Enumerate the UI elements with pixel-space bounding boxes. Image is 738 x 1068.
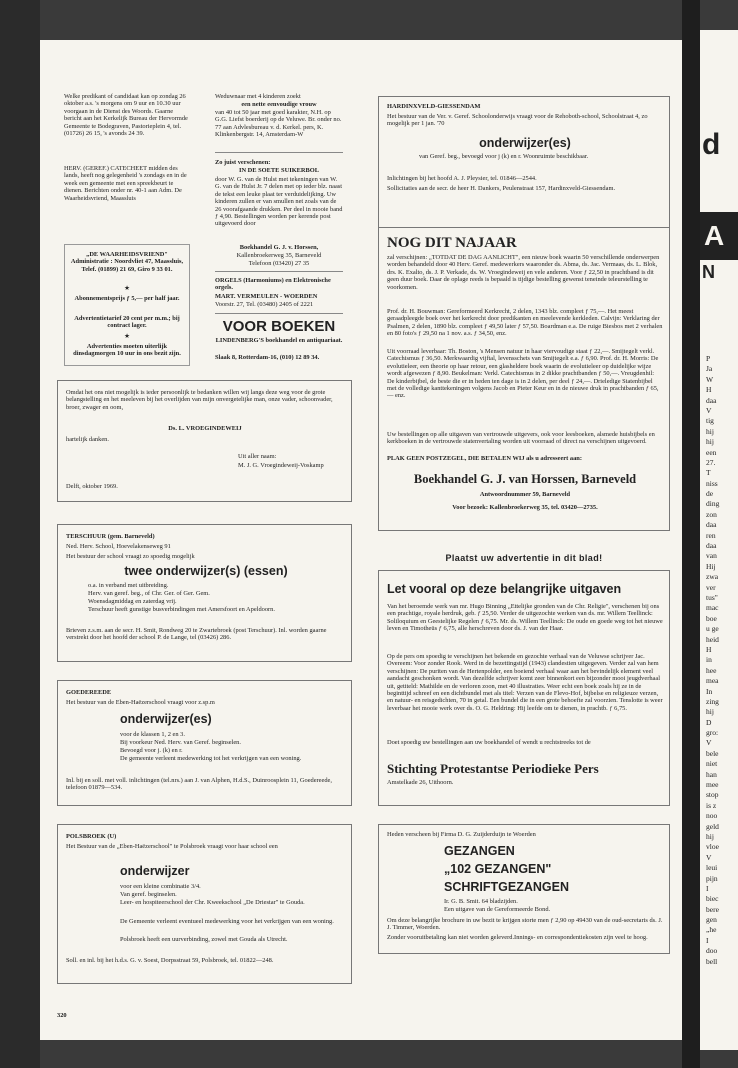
- thanks-closing: hartelijk danken.: [66, 436, 109, 443]
- next-page-fragment: is z: [706, 800, 717, 810]
- gezangen-title-3: SCHRIFTGEZANGEN: [444, 880, 569, 894]
- goedereede-detail-4: De gemeente verleent medewerking tot het verkrijgen van een woning.: [120, 755, 302, 762]
- star-divider-2: ★: [124, 333, 130, 340]
- widower-ad-intro: Weduwnaar met 4 kinderen zoekt: [215, 93, 301, 100]
- next-page-fragment: tus": [706, 592, 718, 602]
- najaar-p2: Prof. dr. H. Bouwman: Gereformeerd Kerkrecht, 2 delen, 1343 blz. compleet ƒ 75,—. Het meest geraadpleegde boek over het kerkrecht door predikanten en meelevende kerkleden. Calvijn: Verklaring der Psalmen, 2 delen, 1890 blz. compleet ƒ 49,50 later ƒ 57,50. Boardman e.a. De ruige Biesbos met 2 verhalen en 80 foto's ƒ 29,50 na 1 nov. a.s. ƒ 34,50, enz.: [387, 308, 663, 338]
- next-page-fragment: hee: [706, 665, 717, 675]
- polsbroek-title: onderwijzer: [120, 864, 190, 878]
- next-page-fragment: mee: [706, 780, 719, 790]
- terschuur-detail-2: Herv. van geref. beg., of Chr. Ger. of Ger. Gem.: [88, 590, 210, 597]
- next-page-heading-n: N: [702, 262, 715, 282]
- suikerbol-title: IN DE SOETE SUIKERBOL: [238, 167, 320, 174]
- next-page-fragment: bell: [706, 956, 718, 966]
- widower-ad-rest: van 40 tot 50 jaar met goed karakter, N.H. op G.G. Liefst boerderij op de Veluwe. Br. onder no. 77 aan Advlesbureau v. d. Kerkel. pers, K. Klinkenbergstr. 14, Amsterdam-W: [215, 109, 342, 139]
- editions-p2: Op de pers om spoedig te verschijnen het bekende en gezochte verhaal van de Veluwse schrijver Jac. Overeem: Voor zonder Rook. Werd in de bezettingstijd (1943) clandestien uitgegeven. Verder zal van hem verschijnen: De puriten van de Hertenpolder, een boeiend verhaal waar aan het bevindelijk element veel aandacht geschonken wordt. Van dezelfde schrijver komt zeer binnenkort een bijzonder mooi jeugdverhaal uit, getiteld: Mathilde en de verloren zoon, met 40 illustraties. Weer echt een boek zoals hij ze in de beginttijd schreef en een dichtbundel met als titel: Verzen van de Flevo-Hof, bijbelse en religieuze verzen, en natuur- en reisgedichten, 70 in getal. Een bundel die in een grote behoefte zal voorzien. Tenslotte is weer leverbaar het mooie werk over ds. O. G. Heldring: Hij leefde om te dienen, in prachtb. ƒ 6,75.: [387, 653, 663, 712]
- terschuur-contact: Brieven z.s.m. aan de secr. H. Smit, Rondweg 20 te Zwartebroek (post Terschuur). Inl. worden gaarne verstrekt door het hoofd der school P. de Lange, tel (03426) 286.: [66, 627, 327, 642]
- thanks-notice: [57, 380, 352, 502]
- goedereede-vacancy: [57, 680, 352, 806]
- suikerbol-shop: Boekhandel G. J. v. Horssen,: [239, 244, 319, 251]
- polsbroek-detail-4: De Gemeente verleent eventueel medewerking voor het verkrijgen van een woning.: [120, 918, 334, 925]
- hardinxveld-title: onderwijzer(es): [479, 136, 571, 150]
- polsbroek-vacancy: [57, 824, 352, 984]
- goedereede-detail-3: Bevoegd voor j. (k) en r.: [120, 747, 183, 754]
- suikerbol-address: Kallenbroekerweg 35, Barneveld: [236, 252, 322, 259]
- next-page-fragment: boe: [706, 613, 717, 623]
- next-page-fragment: H: [706, 385, 712, 395]
- next-page-fragment: de: [706, 489, 714, 499]
- next-page-block-letter: A: [704, 220, 725, 251]
- next-page-fragment: bele: [706, 748, 719, 758]
- terschuur-detail-4: Terschuur heeft gunstige busverbindingen met Amersfoort en Apeldoorn.: [88, 606, 275, 613]
- next-page-fragment: ding: [706, 499, 720, 509]
- polsbroek-detail-2: Van geref. beginselen.: [120, 891, 177, 898]
- next-page-fragment: mac: [706, 603, 719, 613]
- next-page-fragment: pijn: [706, 873, 718, 883]
- organ-title: ORGELS (Harmoniums) en Elektronische orgels.: [215, 277, 331, 292]
- ad-deadline: Advertenties moeten uiterlijk dinsdagmorgen 10 uur in ons bezit zijn.: [73, 343, 181, 358]
- newspaper-page: [40, 40, 682, 1040]
- next-page-fragment: zing: [706, 696, 719, 706]
- next-page-fragment: T: [706, 468, 711, 478]
- next-page-fragment: I: [706, 883, 709, 893]
- polsbroek-contact: Soll. en inl. bij het h.d.s. G. v. Soest, Dorpsstraat 59, Polsbroek, tel. 01822—248.: [66, 957, 274, 964]
- najaar-p5: PLAK GEEN POSTZEGEL, DIE BETALEN WIJ als u adresseert aan:: [387, 455, 582, 462]
- hardinxveld-info: Inlichtingen bij het hoofd A. J. Pleysier, tel. 01846—2544.: [387, 175, 537, 182]
- next-page-fragment: heid: [706, 634, 719, 644]
- terschuur-title: twee onderwijzer(s) (essen): [124, 564, 288, 578]
- next-page-fragment: P: [706, 354, 711, 363]
- hardinxveld-application: Sollicitaties aan de secr. de heer H. Dankers, Peulenstraat 157, Hardinxveld-Giessendam.: [387, 185, 616, 192]
- next-page-fragment: hij: [706, 831, 714, 841]
- next-page-fragment: doo: [706, 946, 718, 956]
- next-page-fragment: mea: [706, 676, 719, 686]
- next-page-fragment: daa: [706, 541, 717, 551]
- next-page-fragment: u ge: [706, 624, 719, 634]
- page-number: 320: [57, 1012, 67, 1019]
- next-page-fragment: V: [706, 852, 712, 862]
- next-page-fragment: W: [706, 374, 714, 384]
- hardinxveld-head: HARDINXVELD-GIESSENDAM: [387, 103, 481, 110]
- polsbroek-intro: Het Bestuur van de „Eben-Haëzerschool" te Polsbroek vraagt voor haar school een: [66, 843, 278, 850]
- next-page-fragment: van: [706, 551, 717, 561]
- terschuur-head: TERSCHUUR (gem. Barneveld): [66, 533, 155, 540]
- horssen-shop-title: Boekhandel G. J. van Horssen, Barneveld: [413, 472, 637, 486]
- goedereede-contact: Inl. bij en soll. met voll. inlichtingen (tel.nrs.) aan J. van Alphen, H.d.S., Duinroosplein 11, Goedereede, telefoon 01879—534.: [66, 777, 332, 792]
- najaar-p1: zal verschijnen: „TOTDAT DE DAG AANLICHT", een nieuw boek waarin 50 verschillende onderwerpen worden behandeld door 40 Herv. Geref. medewerkers waaronder ds. Abma, ds. Jac. Vermaas, ds. L. Blok, drs. K. Exalto, ds. J. P. Verkade, ds. W. Vroegindeweij en vele anderen. Voor ƒ 22,50 in prachtband is dit geen duur boek. Daar de oplage reeds is bepaald is tijdige bestelling gewenst teneinde teleurstelling te voorkomen.: [387, 254, 660, 291]
- next-page-fragment: Ja: [706, 364, 713, 374]
- next-page-dark-block: [700, 212, 738, 260]
- next-page-fragment: H: [706, 644, 712, 654]
- next-page-fragment: „he: [706, 925, 717, 935]
- divider: [215, 152, 343, 153]
- gezangen-payment: Om deze belangrijke brochure in uw bezit te krijgen storte men ƒ 2,90 op 49430 van de oud-secretaris ds. J. J. Timmer, Woerden.: [387, 917, 663, 932]
- next-page-fragment: D: [706, 717, 712, 727]
- gezangen-author: Ir. G. B. Smit. 64 bladzijden.: [444, 898, 518, 905]
- next-page-fragment: zwa: [706, 572, 719, 582]
- publisher-title: Stichting Protestantse Periodieke Pers: [387, 761, 599, 776]
- divider: [215, 313, 343, 314]
- najaar-p4: Uw bestellingen op alle uitgaven van vertrouwde uitgevers, ook voor leesboeken, alsmede huisbijbels en kerkboeken in de vertrouwde statenvertaling worden uit voorraad of direct na verschijnen uitgevoerd.: [387, 431, 655, 446]
- next-page-fragment: ren: [706, 530, 716, 540]
- next-page-fragment: niss: [706, 478, 718, 488]
- visit-address: Voor bezoek: Kallenbroekerweg 35, tel. 03420—2735.: [452, 504, 598, 511]
- next-page-fragment: biec: [706, 894, 719, 904]
- star-divider: ★: [124, 285, 130, 292]
- next-page-fragment: daa: [706, 395, 717, 405]
- next-page-fragment: tig: [706, 416, 714, 426]
- lindenberg-shop: LINDENBERG'S boekhandel en antiquariaat.: [215, 337, 343, 344]
- goedereede-head: GOEDEREEDE: [66, 689, 112, 696]
- editions-p3: Doet spoedig uw bestellingen aan uw boekhandel of wendt u rechtstreeks tot de: [387, 739, 591, 746]
- predikant-ad-text: Welke predikant of candidaat kan op zondag 26 oktober a.s. 's morgens om 9 uur en 10.30 uur voorgaan in de Dienst des Woords. Gaarne bericht aan het Kerkelijk Bureau der Hervormde Gemeente te Bodegraven, Pastorieplein 4, tel. (01726) 26 15, 's avonds 24 39.: [64, 93, 188, 138]
- place-ad-slogan: Plaatst uw advertentie in dit blad!: [445, 553, 603, 563]
- organ-address: Voorstr. 27, Tel. (03480) 2405 of 2221: [215, 301, 314, 308]
- voor-boeken-title: VOOR BOEKEN: [222, 318, 336, 335]
- hardinxveld-intro: Het bestuur van de Ver. v. Geref. Schoolonderwijs vraagt voor de Rehoboth-school, Schoolstraat 4, zo mogelijk per 1 jan. '70: [387, 113, 648, 128]
- reply-number: Antwoordnummer 59, Barneveld: [479, 491, 571, 498]
- organ-name: MART. VERMEULEN - WOERDEN: [215, 293, 318, 300]
- next-page-fragment: hij: [706, 426, 714, 436]
- next-page-fragment: I: [706, 935, 709, 945]
- signature-intro: Uit aller naam:: [238, 453, 277, 460]
- terschuur-school: Ned. Herv. School, Hoevelakenseweg 91: [66, 543, 171, 550]
- next-page-fragment: V: [706, 738, 712, 748]
- suikerbol-phone: Telefoon (03420) 27 35: [248, 260, 310, 267]
- lindenberg-address: Slaak 8, Rotterdam-16, (010) 12 89 34.: [215, 354, 320, 361]
- gezangen-note: Zonder vooruitbetaling kan niet worden geleverd.Innings- en correspondentiekosten zijn veel te hoog.: [387, 934, 648, 941]
- publication-info-box: [64, 244, 190, 366]
- polsbroek-detail-3: Leer- en hospiteerschool der Chr. Kweekschool „De Driestar" te Gouda.: [120, 899, 305, 906]
- next-page-fragment: niet: [706, 759, 718, 769]
- gezangen-title-2: „102 GEZANGEN": [444, 862, 552, 876]
- hardinxveld-vacancy: [378, 96, 670, 228]
- next-page-fragment: in: [706, 655, 712, 665]
- catecheet-ad-text: HERV. (GEREF.) CATECHEET midden des lands, heeft nog gelegenheid 's zondags en in de week een gemeente met een spreekbeurt te dienen. Berichten onder nr. 40-1 aan Adm. De Waarheidsvriend, Maassluis: [64, 165, 187, 202]
- najaar-p3: Uit voorraad leverbaar: Th. Boston, 's Mensen natuur in haar viervoudige staat ƒ 22,—. Smijtegelt verkl. Catechismus ƒ 36,50. Merkwaardig vijftal, levensschets van Smijtegelt e.a. ƒ 6,90. Prof. dr. H. Morris: De evolutieleer, een theorie op haar retour, een glasheldere boek waarin de evolutieleer op duidelijke wijze wordt afgewezen ƒ 8,90. Beukelman: Verkl. Catechismus in 2 dikke prachtbanden ƒ 50,—. Vreugdenhil: De kinderbijbel, de beste die er in heden ten dage is in 2 delen, per deel ƒ 24,—. Drieledige Statenbijbel met de volledige kanttekeningen volgens Jacob en Pieter Keur en in de nieuwe druk in prachtbanden ƒ 65,— enz.: [387, 348, 659, 400]
- next-page-fragment: gen: [706, 915, 717, 925]
- publisher-address: Amstelkade 26, Uithoorn.: [387, 779, 454, 786]
- scan-margin-left: [0, 0, 40, 1068]
- gezangen-publisher: Een uitgave van de Gereformeerde Bond.: [444, 906, 551, 913]
- gezangen-title-1: GEZANGEN: [444, 844, 515, 858]
- polsbroek-head: POLSBROEK (U): [66, 833, 117, 840]
- suikerbol-head: Zo juist verschenen:: [215, 159, 271, 166]
- goedereede-intro: Het bestuur van de Eben-Haëzerschool vraagt voor z.sp.m: [66, 699, 215, 706]
- next-page-edge: [700, 30, 738, 1050]
- goedereede-detail-1: voor de klassen 1, 2 en 3.: [120, 731, 185, 738]
- goedereede-detail-2: Bij voorkeur Ned. Herv. van Geref. beginselen.: [120, 739, 241, 746]
- catecheet-ad: [64, 165, 190, 215]
- next-page-fragment: V: [706, 405, 712, 415]
- najaar-title: NOG DIT NAJAAR: [387, 235, 517, 251]
- next-page-fragment: bere: [706, 904, 719, 914]
- next-page-fragment: daa: [706, 520, 717, 530]
- next-page-fragment: gro:: [706, 728, 719, 738]
- subscription-price: Abonnementsprijs ƒ 5,— per half jaar.: [74, 295, 180, 302]
- next-page-heading-letter: d: [702, 128, 721, 161]
- next-page-fragment: han: [706, 769, 717, 779]
- divider: [215, 271, 343, 272]
- terschuur-detail-1: o.a. in verband met uitbreiding.: [88, 582, 169, 589]
- hardinxveld-subtitle: van Geref. beg., bevoegd voor j (k) en r. Woonruimte beschikbaar.: [419, 153, 589, 160]
- signature-name: M. J. G. Vroegindeweij-Voskamp: [238, 462, 324, 469]
- next-page-fragment: 27.: [706, 457, 716, 467]
- terschuur-vacancy: [57, 524, 352, 662]
- terschuur-intro: Het bestuur der school vraagt zo spoedig mogelijk: [66, 553, 195, 560]
- next-page-fragment: hij: [706, 437, 714, 447]
- next-page-fragment: leui: [706, 863, 718, 873]
- publication-admin: „DE WAARHEIDSVRIEND" Administratie : Noordvliet 47, Maassluis, Telef. (01899) 21 69, Giro 9 33 01.: [70, 251, 184, 273]
- suikerbol-text: door W. G. van de Hulst met tekeningen van W. G. van de Hulst Jr. 7 delen met op ieder blz. naast de tekst een leuke plaat ter verduidelijking. Uw kinderen zullen er van smullen net zoals van de 26 voorafgaande drukken. Per deel in mooie band ƒ 4,90. Bestellingen worden per kerende post uitgevoerd door: [215, 176, 343, 228]
- thanks-text: Omdat het ons niet mogelijk is ieder persoonlijk te bedanken willen wij langs deze weg voor de grote belangstelling en het meeleven bij het overlijden van mijn onvergetelijke man, onze vader, schoonvader, broer, zwager en oom,: [66, 389, 333, 411]
- gezangen-ad: [378, 824, 670, 954]
- deceased-name: Ds. L. VROEGINDEWEIJ: [168, 425, 242, 432]
- next-page-fragment: Hij: [706, 561, 716, 571]
- predikant-ad: [64, 93, 190, 151]
- next-page-fragment: geld: [706, 821, 719, 831]
- next-page-fragment: noo: [706, 811, 718, 821]
- next-page-fragment: ver: [706, 582, 716, 592]
- next-page-fragment: zon: [706, 509, 717, 519]
- ad-rate: Advertentietarief 20 cent per m.m.; bij contract lager.: [74, 315, 180, 330]
- terschuur-detail-3: Woensdagmiddag en zaterdag vrij.: [88, 598, 177, 605]
- next-page-fragment: vloe: [706, 842, 719, 852]
- goedereede-title: onderwijzer(es): [120, 712, 212, 726]
- next-page-fragment: In: [706, 686, 713, 696]
- polsbroek-detail-1: voor een kleine combinatie 3/4.: [120, 883, 201, 890]
- next-page-fragment: een: [706, 447, 717, 457]
- special-editions-ad: [378, 570, 670, 806]
- next-page-fragment: hij: [706, 707, 714, 717]
- polsbroek-detail-5: Polsbroek heeft een uurverbinding, zowel met Gouda als Utrecht.: [120, 936, 288, 943]
- najaar-books-ad: [378, 227, 670, 531]
- next-page-text-fragments: [706, 354, 738, 1044]
- gezangen-intro: Heden verscheen bij Firma D. G. Zuijderduijn te Woerden: [387, 831, 536, 838]
- place-date: Delft, oktober 1969.: [66, 483, 118, 490]
- next-page-fragment: stop: [706, 790, 719, 800]
- editions-title: Let vooral op deze belangrijke uitgaven: [387, 582, 622, 596]
- widower-ad-bold: een nette eenvoudige vrouw: [241, 101, 317, 108]
- editions-p1: Van het beroemde werk van mr. Hugo Binning „Ettelijke gronden van de Chr. Religie", verschenen bij ons een prachtige, royale herdruk, geb. ƒ 25,50. Verder de uitgezochte werken van ds. mr. Willem Teellinck: Soliloquium en Geestelijke Regelen ƒ 6,75. Mr. ds. Willem Teellinck: De oude en goede weg tot het nieuwe leven en Timotheüs ƒ 6,75, alle herschreven door ds. J. van der Haar.: [387, 603, 663, 633]
- page-gutter: [682, 0, 700, 1068]
